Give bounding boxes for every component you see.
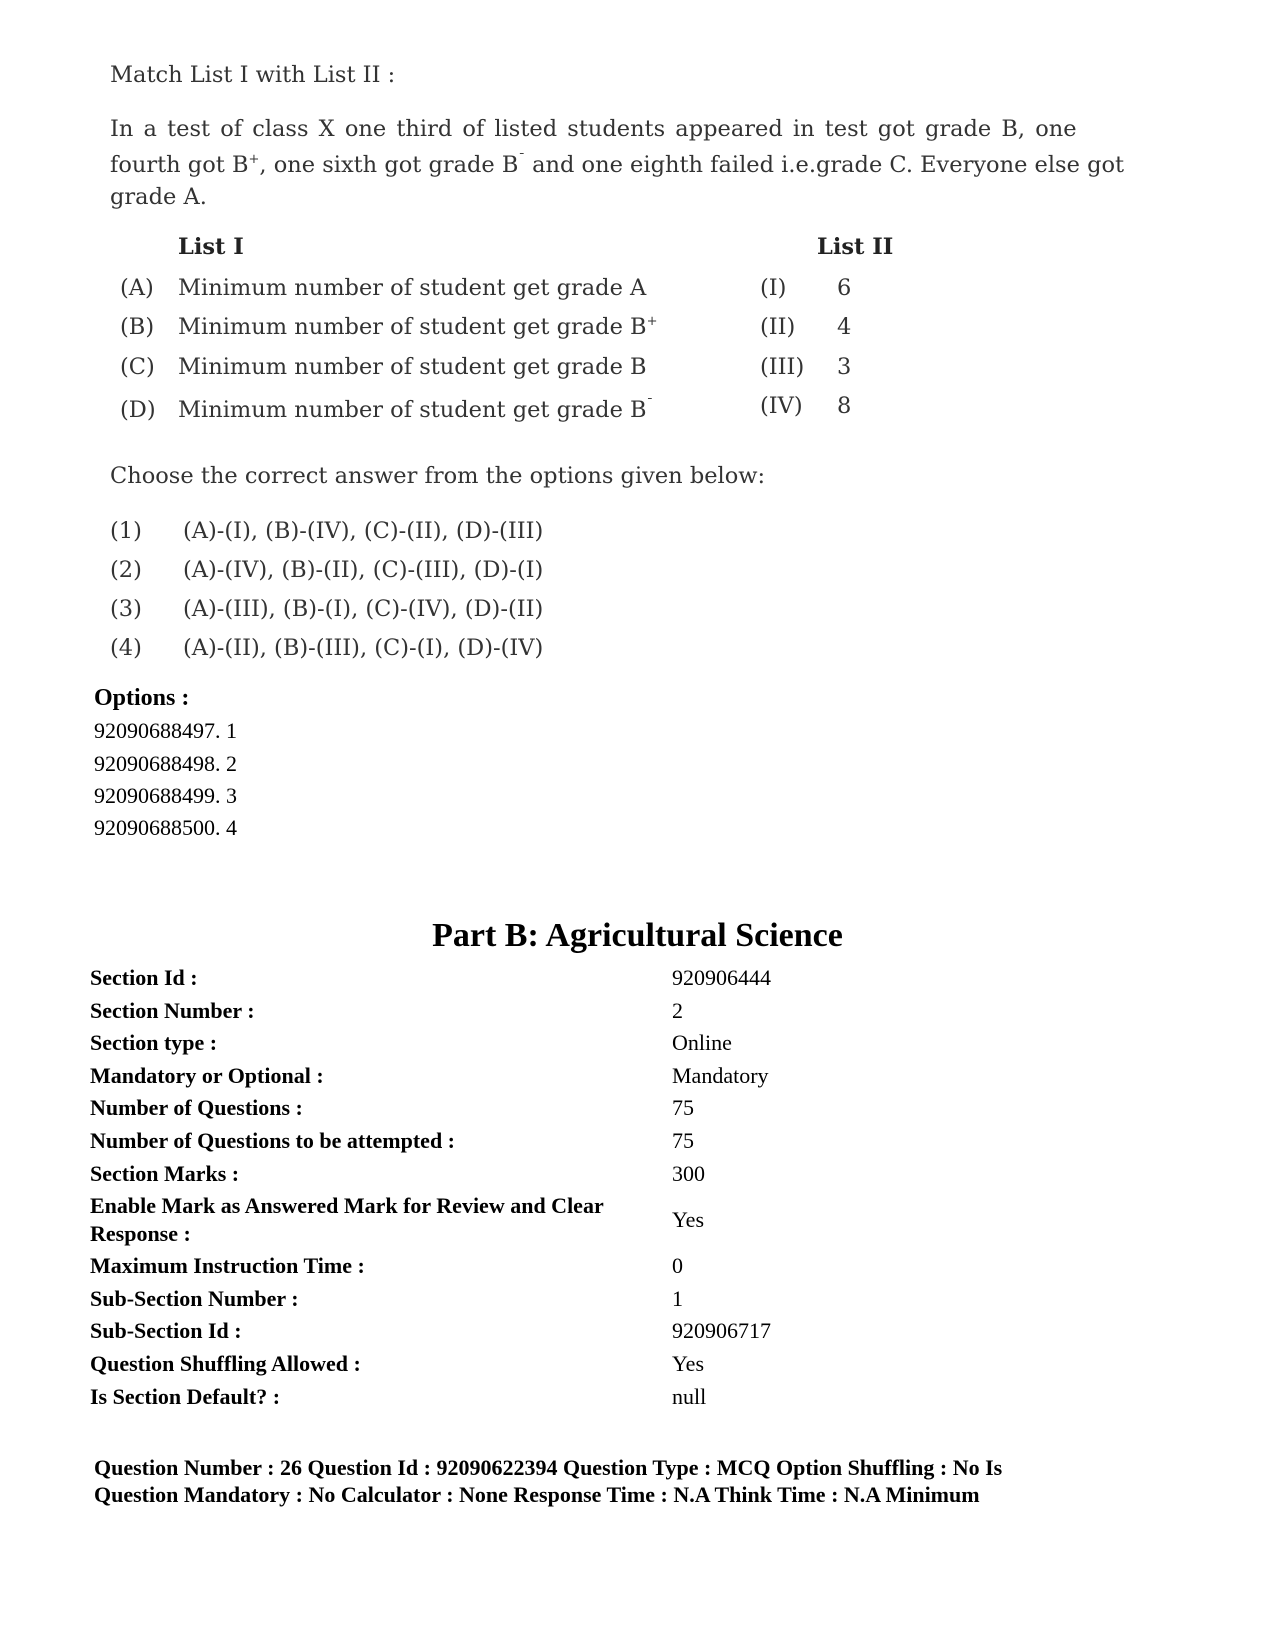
row-value-iv: 8 [837, 393, 852, 419]
mandatory-label: Mandatory or Optional : [90, 1063, 324, 1088]
row-roman-iii: (III) [760, 354, 805, 380]
section-type-label: Section type : [90, 1030, 218, 1055]
row-letter-d: (D) [120, 397, 156, 423]
row-letter-b: (B) [120, 314, 155, 340]
sub-section-number-value: 1 [672, 1286, 683, 1311]
sub-section-id-label: Sub-Section Id : [90, 1318, 242, 1343]
section-marks-value: 300 [672, 1161, 705, 1186]
choice-num-4: (4) [110, 635, 142, 661]
section-id-value: 920906444 [672, 965, 771, 990]
row-text-b: Minimum number of student get grade B+ [178, 314, 658, 340]
enable-mark-value: Yes [672, 1207, 705, 1232]
choice-num-2: (2) [110, 557, 142, 583]
num-attempted-label: Number of Questions to be attempted : [90, 1128, 456, 1153]
num-questions-label: Number of Questions : [90, 1095, 303, 1120]
row-value-ii: 4 [837, 314, 852, 340]
section-number-label: Section Number : [90, 998, 255, 1023]
option-item-1: 92090688497. 1 [94, 718, 237, 743]
enable-mark-label-cont: Response : [90, 1221, 191, 1246]
row-text-d: Minimum number of student get grade B¯ [178, 397, 654, 423]
choose-instruction: Choose the correct answer from the options given below: [110, 463, 766, 489]
option-item-3: 92090688499. 3 [94, 783, 237, 808]
row-value-iii: 3 [837, 354, 852, 380]
row-roman-i: (I) [760, 275, 787, 301]
section-default-value: null [672, 1384, 707, 1409]
question-paragraph-line-2: fourth got B+, one sixth got grade B¯ and one eighth failed i.e.grade C. Everyone else got [110, 152, 1125, 178]
sub-section-number-label: Sub-Section Number : [90, 1286, 299, 1311]
max-instruction-time-label: Maximum Instruction Time : [90, 1253, 365, 1278]
list1-header: List I [178, 234, 244, 260]
num-questions-value: 75 [672, 1095, 694, 1120]
question-shuffling-label: Question Shuffling Allowed : [90, 1351, 361, 1376]
row-roman-ii: (II) [760, 314, 796, 340]
row-text-c: Minimum number of student get grade B [178, 354, 647, 380]
row-letter-a: (A) [120, 275, 154, 301]
enable-mark-label: Enable Mark as Answered Mark for Review and Clear [90, 1193, 604, 1218]
question-paragraph-line-1: In a test of class X one third of listed students appeared in test got grade B, one [110, 116, 1077, 142]
section-id-label: Section Id : [90, 965, 198, 990]
max-instruction-time-value: 0 [672, 1253, 683, 1278]
part-title: Part B: Agricultural Science [432, 917, 843, 954]
choice-text-2: (A)-(IV), (B)-(II), (C)-(III), (D)-(I) [183, 557, 544, 583]
question-meta-line-2: Question Mandatory : No Calculator : None Response Time : N.A Think Time : N.A Minimum [94, 1482, 980, 1507]
choice-text-3: (A)-(III), (B)-(I), (C)-(IV), (D)-(II) [183, 596, 544, 622]
section-number-value: 2 [672, 998, 683, 1023]
choice-num-1: (1) [110, 518, 142, 544]
question-heading: Match List I with List II : [110, 62, 396, 88]
list2-header: List II [817, 234, 894, 260]
options-heading: Options : [94, 685, 190, 711]
mandatory-value: Mandatory [672, 1063, 769, 1088]
section-marks-label: Section Marks : [90, 1161, 240, 1186]
section-type-value: Online [672, 1030, 732, 1055]
question-meta-line-1: Question Number : 26 Question Id : 92090622394 Question Type : MCQ Option Shuffling : No Is [94, 1455, 1003, 1480]
row-roman-iv: (IV) [760, 393, 803, 419]
choice-num-3: (3) [110, 596, 142, 622]
question-paragraph-line-3: grade A. [110, 184, 207, 210]
sub-section-id-value: 920906717 [672, 1318, 771, 1343]
choice-text-1: (A)-(I), (B)-(IV), (C)-(II), (D)-(III) [183, 518, 544, 544]
option-item-4: 92090688500. 4 [94, 815, 237, 840]
option-item-2: 92090688498. 2 [94, 751, 237, 776]
row-letter-c: (C) [120, 354, 155, 380]
row-value-i: 6 [837, 275, 852, 301]
num-attempted-value: 75 [672, 1128, 694, 1153]
choice-text-4: (A)-(II), (B)-(III), (C)-(I), (D)-(IV) [183, 635, 544, 661]
question-shuffling-value: Yes [672, 1351, 705, 1376]
row-text-a: Minimum number of student get grade A [178, 275, 647, 301]
section-default-label: Is Section Default? : [90, 1384, 281, 1409]
